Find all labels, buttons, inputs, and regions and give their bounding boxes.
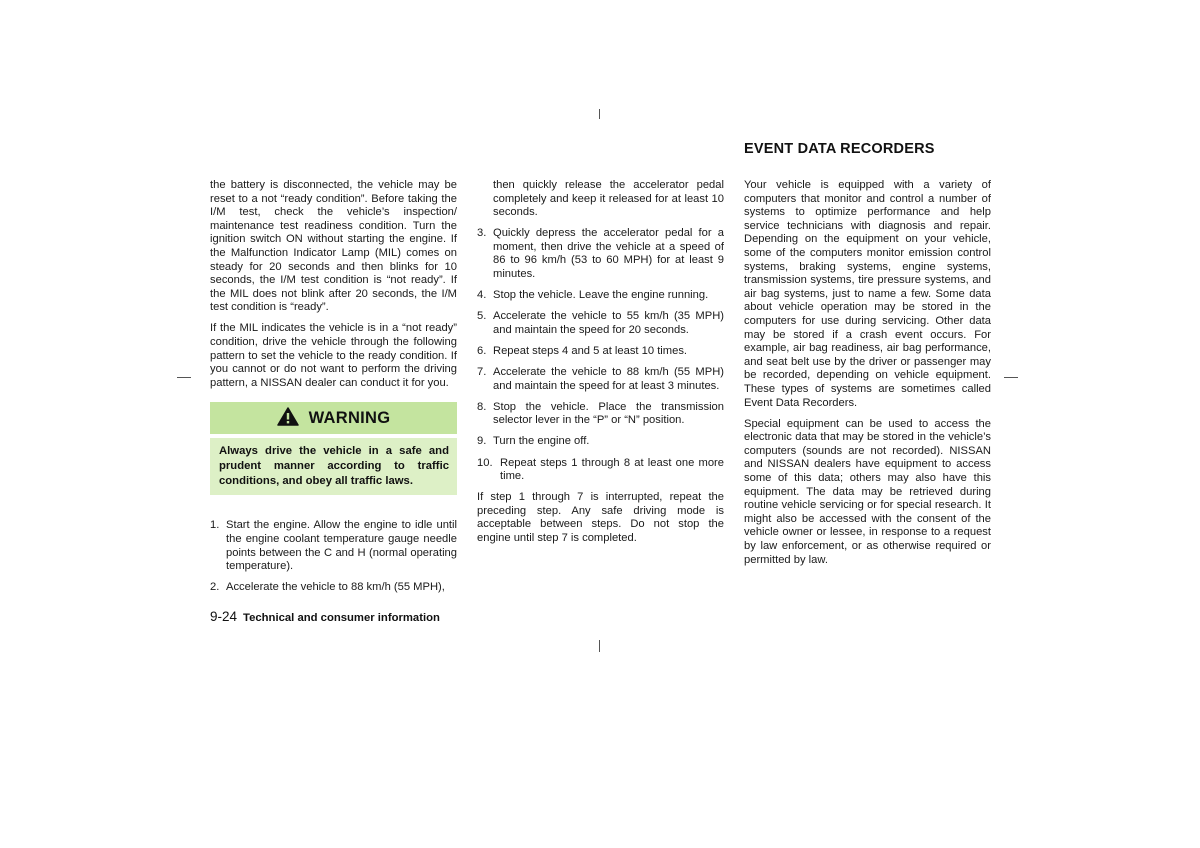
step-text: Stop the vehicle. Leave the engine running.: [493, 289, 709, 302]
list-item: [210, 519, 457, 573]
step-text: Start the engine. Allow the engine to idle until the engine coolant temperature gauge needle points between the C and H (normal operating temperature).: [226, 519, 457, 573]
warning-triangle-icon: [277, 407, 299, 431]
paragraph: If the MIL indicates the vehicle is in a “not ready” condition, drive the vehicle through the following pattern to set the vehicle to the ready condition. If you cannot or do not want to perform the driving pattern, a NISSAN dealer can conduct it for you.: [210, 322, 457, 389]
step-number: 8.: [477, 400, 487, 413]
list-item: [477, 366, 724, 393]
list-item: [477, 227, 724, 281]
list-item: [210, 581, 457, 595]
right-crop-mark: [1004, 377, 1018, 378]
driving-steps-list: [210, 519, 457, 594]
step-number: 5.: [477, 310, 487, 323]
step-text: Quickly depress the accelerator pedal for a moment, then drive the vehicle at a speed of 86 to 96 km/h (53 to 60 MPH) for at least 9 minutes.: [493, 227, 724, 281]
column-3: [744, 179, 991, 575]
step-number: 9.: [477, 435, 487, 448]
top-crop-mark: [599, 109, 600, 119]
step-number: 2.: [210, 581, 220, 594]
step-number: 10.: [477, 456, 493, 469]
warning-text: Always drive the vehicle in a safe and prudent manner according to traffic conditions, and obey all traffic laws.: [219, 445, 449, 488]
page-number: 9-24: [210, 609, 238, 624]
paragraph: If step 1 through 7 is interrupted, repeat the preceding step. Any safe driving mode is acceptable between steps. Do not stop the engine until step 7 is completed.: [477, 491, 724, 544]
list-item: [477, 289, 724, 303]
list-item: [477, 401, 724, 428]
warning-title: WARNING: [308, 408, 391, 427]
paragraph: the battery is disconnected, the vehicle may be reset to a not “ready condition”. Before taking the I/M test, check the vehicle’s inspection/ maintenance test readiness condition. Turn the ignition switch ON without starting the engine. If the Malfunction Indicator Lamp (MIL) comes on steady for 20 seconds and then blinks for 10 seconds, the I/M test condition is “not ready”. If the MIL does not blink after 20 seconds, the I/M test condition is “ready”.: [210, 179, 457, 314]
chapter-title: Technical and consumer information: [243, 612, 440, 624]
step-text: Repeat steps 4 and 5 at least 10 times.: [493, 344, 688, 357]
step-text: Accelerate the vehicle to 88 km/h (55 MPH),: [226, 581, 445, 594]
step-text: Accelerate the vehicle to 55 km/h (35 MPH) and maintain the speed for 20 seconds.: [493, 310, 724, 336]
step-number: 6.: [477, 344, 487, 357]
step-continuation: then quickly release the accelerator pedal completely and keep it released for at least 10 seconds.: [493, 179, 724, 219]
warning-header: [210, 402, 457, 434]
step-number: 1.: [210, 519, 220, 532]
section-heading: EVENT DATA RECORDERS: [744, 141, 935, 157]
column-1: [210, 179, 457, 602]
paragraph: Special equipment can be used to access the electronic data that may be stored in the vehicle’s computers (sounds are not recorded). NISSAN and NISSAN dealers have equipment to access some of this data; others may also have this equipment. The data may be retrieved during routine vehicle servicing or for special research. It might also be accessed with the consent of the vehicle owner or lessee, in response to a request by law enforcement, or as otherwise required or permitted by law.: [744, 417, 991, 566]
warning-box: [210, 402, 457, 495]
step-text: Repeat steps 1 through 8 at least one more time.: [500, 456, 724, 483]
step-number: 4.: [477, 289, 487, 302]
list-item: [477, 310, 724, 337]
step-text: Stop the vehicle. Place the transmission selector lever in the “P” or “N” position.: [493, 400, 724, 427]
paragraph: Your vehicle is equipped with a variety of computers that monitor and control a number of systems to optimize performance and help service technicians with diagnosis and repair. Depending on the equipment on your vehicle, some of the computers monitor emission control systems, braking systems, engine systems, transmission systems, tire pressure systems, and air bag systems, just to name a few. Some data about vehicle operation may be stored in the computers for use during servicing. Other data may be stored if a crash event occurs. For example, air bag readiness, air bag performance, and seat belt use by the driver or passenger may be recorded, depending on vehicle equipment. These types of systems are sometimes called Event Data Recorders.: [744, 179, 991, 409]
step-number: 3.: [477, 227, 487, 240]
step-number: 7.: [477, 366, 487, 379]
list-item: [477, 345, 724, 359]
step-text: Turn the engine off.: [493, 435, 590, 448]
column-2: [477, 179, 724, 553]
list-item: [477, 457, 724, 484]
driving-steps-list: [477, 227, 724, 483]
bottom-crop-mark: [599, 640, 600, 652]
list-item: [477, 435, 724, 449]
left-crop-mark: [177, 377, 191, 378]
page-footer: [210, 609, 440, 624]
step-text: Accelerate the vehicle to 88 km/h (55 MPH) and maintain the speed for at least 3 minutes.: [493, 366, 724, 392]
